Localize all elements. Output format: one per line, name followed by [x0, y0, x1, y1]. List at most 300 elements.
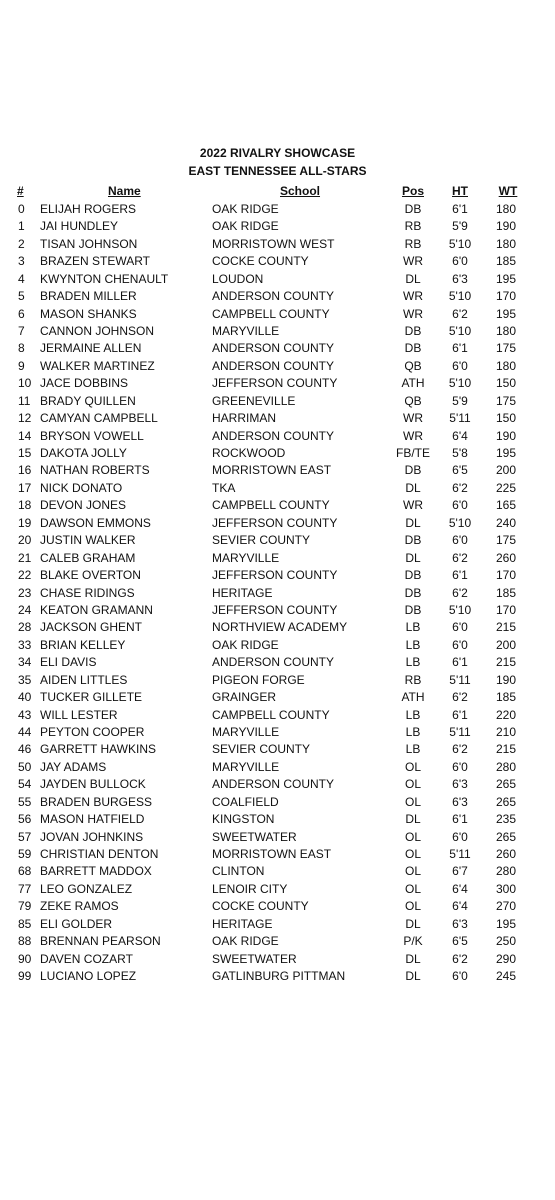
- player-weight: 250: [495, 934, 517, 949]
- player-number: 20: [18, 533, 32, 548]
- player-number: 99: [18, 968, 32, 983]
- table-row: [0, 602, 555, 619]
- player-number: 55: [18, 794, 32, 809]
- player-number: 88: [18, 934, 32, 949]
- player-name: TUCKER GILLETE: [40, 690, 143, 704]
- player-position: DL: [405, 968, 421, 983]
- player-height: 6'1: [452, 202, 468, 216]
- player-position: QB: [404, 358, 422, 373]
- player-position: LB: [405, 637, 421, 652]
- player-school: JEFFERSON COUNTY: [212, 515, 338, 530]
- table-row: [0, 428, 555, 445]
- player-number: 43: [18, 707, 32, 722]
- player-weight: 200: [495, 463, 517, 478]
- player-position: WR: [403, 306, 423, 321]
- player-school: GRAINGER: [212, 690, 277, 704]
- player-position: OL: [404, 864, 421, 879]
- player-school: SWEETWATER: [212, 829, 297, 844]
- player-position: OL: [404, 881, 421, 896]
- player-height: 5'11: [449, 846, 471, 861]
- player-school: MARYVILLE: [212, 550, 280, 565]
- player-height: 5'11: [449, 672, 471, 687]
- header-height: HT: [452, 184, 468, 198]
- player-height: 6'2: [452, 480, 468, 495]
- table-row: [0, 218, 555, 235]
- player-position: DB: [404, 463, 422, 478]
- player-height: 6'3: [452, 271, 468, 286]
- player-name: CHRISTIAN DENTON: [40, 846, 159, 861]
- player-school: ROCKWOOD: [212, 446, 286, 460]
- player-weight: 225: [495, 480, 517, 495]
- player-position: P/K: [403, 934, 423, 949]
- player-weight: 260: [495, 550, 517, 565]
- player-number: 12: [18, 411, 32, 426]
- player-name: BARRETT MADDOX: [40, 864, 152, 879]
- player-school: LENOIR CITY: [212, 881, 288, 896]
- player-number: 54: [18, 777, 32, 792]
- player-name: DAKOTA JOLLY: [40, 446, 127, 460]
- player-school: CAMPBELL COUNTY: [212, 498, 330, 513]
- player-number: 5: [18, 289, 25, 304]
- player-position: DB: [404, 341, 422, 356]
- player-school: GREENEVILLE: [212, 393, 296, 408]
- player-position: QB: [404, 393, 422, 408]
- player-school: GATLINBURG PITTMAN: [212, 968, 346, 983]
- player-height: 6'0: [452, 759, 468, 774]
- player-position: DL: [405, 550, 421, 565]
- player-number: 0: [18, 202, 25, 216]
- player-position: LB: [405, 742, 421, 757]
- player-school: SEVIER COUNTY: [212, 533, 311, 548]
- player-name: DAWSON EMMONS: [40, 515, 151, 530]
- player-name: GARRETT HAWKINS: [40, 742, 157, 757]
- table-row: [0, 480, 555, 497]
- player-number: 33: [18, 637, 32, 652]
- player-school: MORRISTOWN EAST: [212, 463, 332, 478]
- player-school: PIGEON FORGE: [212, 672, 305, 687]
- document-title: 2022 RIVALRY SHOWCASE: [199, 146, 356, 160]
- player-school: HARRIMAN: [212, 411, 277, 426]
- player-name: WILL LESTER: [40, 707, 118, 722]
- table-row: [0, 462, 555, 479]
- player-school: ANDERSON COUNTY: [212, 341, 335, 356]
- player-height: 6'4: [452, 428, 468, 443]
- player-name: DEVON JONES: [40, 498, 127, 513]
- player-height: 5'11: [449, 411, 471, 426]
- player-position: DL: [405, 812, 421, 826]
- player-weight: 215: [495, 620, 517, 635]
- player-weight: 240: [495, 515, 517, 530]
- player-school: JEFFERSON COUNTY: [212, 568, 338, 582]
- player-number: 50: [18, 759, 32, 774]
- table-row: [0, 637, 555, 654]
- player-position: WR: [403, 254, 423, 269]
- player-height: 5'10: [448, 289, 472, 304]
- player-weight: 265: [495, 829, 517, 844]
- player-position: ATH: [401, 690, 425, 704]
- player-school: OAK RIDGE: [212, 219, 279, 234]
- player-name: JOVAN JOHNKINS: [40, 829, 144, 844]
- table-row: [0, 898, 555, 915]
- table-row: [0, 236, 555, 253]
- player-weight: 195: [495, 446, 517, 460]
- player-number: 15: [18, 446, 32, 460]
- table-row: [0, 585, 555, 602]
- player-weight: 165: [495, 498, 517, 513]
- table-row: [0, 672, 555, 689]
- player-height: 5'10: [448, 236, 472, 251]
- player-weight: 150: [495, 411, 517, 426]
- player-height: 6'3: [452, 777, 468, 792]
- player-position: DB: [404, 568, 422, 582]
- player-weight: 180: [495, 324, 517, 338]
- table-row: [0, 881, 555, 898]
- table-row: [0, 759, 555, 776]
- table-row: [0, 271, 555, 288]
- player-number: 24: [18, 602, 32, 617]
- table-row: [0, 619, 555, 636]
- player-number: 7: [18, 324, 25, 338]
- table-row: [0, 741, 555, 758]
- player-weight: 170: [495, 568, 517, 582]
- player-position: WR: [403, 498, 423, 513]
- player-school: CLINTON: [212, 864, 265, 879]
- player-position: OL: [404, 899, 421, 914]
- player-name: JAY ADAMS: [40, 759, 107, 774]
- table-row: [0, 829, 555, 846]
- player-height: 6'2: [452, 742, 468, 757]
- player-school: SWEETWATER: [212, 951, 297, 966]
- player-number: 18: [18, 498, 32, 513]
- player-weight: 245: [495, 968, 517, 983]
- player-height: 6'0: [452, 533, 468, 548]
- header-weight: WT: [498, 184, 518, 198]
- table-row: [0, 951, 555, 968]
- player-weight: 185: [495, 690, 517, 704]
- player-position: DL: [405, 271, 421, 286]
- player-school: ANDERSON COUNTY: [212, 358, 335, 373]
- table-row: [0, 689, 555, 706]
- player-position: RB: [404, 219, 422, 234]
- player-height: 5'8: [452, 446, 468, 460]
- player-height: 6'7: [452, 864, 468, 879]
- player-school: JEFFERSON COUNTY: [212, 602, 338, 617]
- table-row: [0, 567, 555, 584]
- player-weight: 190: [495, 219, 517, 234]
- player-name: BRADY QUILLEN: [40, 393, 136, 408]
- player-height: 6'1: [452, 707, 468, 722]
- player-height: 6'3: [452, 916, 468, 931]
- player-name: TISAN JOHNSON: [40, 236, 138, 251]
- player-school: ANDERSON COUNTY: [212, 655, 335, 670]
- table-row: [0, 916, 555, 933]
- player-school: JEFFERSON COUNTY: [212, 376, 338, 391]
- player-number: 40: [18, 690, 32, 704]
- player-height: 6'4: [452, 881, 468, 896]
- player-school: MORRISTOWN WEST: [212, 236, 335, 251]
- player-height: 6'1: [452, 655, 468, 670]
- player-number: 77: [18, 881, 32, 896]
- player-weight: 200: [495, 637, 517, 652]
- player-name: NICK DONATO: [40, 480, 123, 495]
- player-number: 22: [18, 568, 32, 582]
- player-name: LUCIANO LOPEZ: [40, 968, 137, 983]
- player-name: JAI HUNDLEY: [40, 219, 119, 234]
- player-name: ELI GOLDER: [40, 916, 113, 931]
- player-name: BRIAN KELLEY: [40, 637, 126, 652]
- table-row: [0, 933, 555, 950]
- player-number: 10: [18, 376, 32, 391]
- player-height: 6'0: [452, 829, 468, 844]
- player-position: DB: [404, 602, 422, 617]
- table-row: [0, 288, 555, 305]
- header-name: Name: [108, 184, 141, 198]
- player-school: COALFIELD: [212, 794, 279, 809]
- player-name: BRADEN MILLER: [40, 289, 137, 304]
- player-name: JUSTIN WALKER: [40, 533, 136, 548]
- player-number: 46: [18, 742, 32, 757]
- player-position: RB: [404, 236, 422, 251]
- player-position: ATH: [401, 376, 425, 391]
- player-number: 34: [18, 655, 32, 670]
- table-row: [0, 201, 555, 218]
- player-name: CANNON JOHNSON: [40, 324, 155, 338]
- header-number: #: [17, 184, 24, 198]
- player-name: ELI DAVIS: [40, 655, 97, 670]
- player-number: 6: [18, 306, 25, 321]
- player-weight: 175: [495, 393, 517, 408]
- player-number: 4: [18, 271, 25, 286]
- player-position: DB: [404, 585, 422, 600]
- player-name: MASON SHANKS: [40, 306, 137, 321]
- player-name: JERMAINE ALLEN: [40, 341, 142, 356]
- table-row: [0, 253, 555, 270]
- player-school: ANDERSON COUNTY: [212, 289, 335, 304]
- player-height: 5'9: [452, 393, 468, 408]
- player-weight: 170: [495, 289, 517, 304]
- player-position: FB/TE: [395, 446, 430, 460]
- player-number: 90: [18, 951, 32, 966]
- player-school: MARYVILLE: [212, 324, 280, 338]
- player-number: 16: [18, 463, 32, 478]
- player-name: PEYTON COOPER: [40, 724, 145, 739]
- player-height: 6'1: [452, 341, 468, 356]
- player-weight: 185: [495, 254, 517, 269]
- player-height: 6'1: [452, 812, 468, 826]
- player-weight: 180: [495, 358, 517, 373]
- player-name: BRENNAN PEARSON: [40, 934, 161, 949]
- player-weight: 180: [495, 236, 517, 251]
- player-height: 6'1: [452, 568, 468, 582]
- player-position: OL: [404, 794, 421, 809]
- table-row: [0, 863, 555, 880]
- player-school: COCKE COUNTY: [212, 254, 309, 269]
- player-weight: 170: [495, 602, 517, 617]
- player-weight: 290: [495, 951, 517, 966]
- player-position: LB: [405, 707, 421, 722]
- table-row: [0, 846, 555, 863]
- table-row: [0, 550, 555, 567]
- player-school: NORTHVIEW ACADEMY: [212, 620, 348, 635]
- player-height: 5'10: [448, 376, 472, 391]
- player-weight: 190: [495, 428, 517, 443]
- player-position: WR: [403, 428, 423, 443]
- table-row: [0, 393, 555, 410]
- table-row: [0, 776, 555, 793]
- player-weight: 260: [495, 846, 517, 861]
- player-position: LB: [405, 724, 421, 739]
- player-weight: 190: [495, 672, 517, 687]
- player-weight: 265: [495, 777, 517, 792]
- player-number: 23: [18, 585, 32, 600]
- player-height: 6'3: [452, 794, 468, 809]
- player-name: KEATON GRAMANN: [40, 602, 153, 617]
- player-position: WR: [403, 289, 423, 304]
- player-number: 35: [18, 672, 32, 687]
- player-weight: 265: [495, 794, 517, 809]
- player-position: DL: [405, 515, 421, 530]
- player-position: LB: [405, 620, 421, 635]
- player-school: ANDERSON COUNTY: [212, 777, 335, 792]
- player-weight: 185: [495, 585, 517, 600]
- player-school: MARYVILLE: [212, 724, 280, 739]
- player-school: OAK RIDGE: [212, 637, 279, 652]
- player-name: AIDEN LITTLES: [40, 672, 128, 687]
- player-weight: 195: [495, 916, 517, 931]
- player-name: BLAKE OVERTON: [40, 568, 141, 582]
- player-number: 59: [18, 846, 32, 861]
- table-row: [0, 724, 555, 741]
- player-height: 6'4: [452, 899, 468, 914]
- player-name: JAYDEN BULLOCK: [40, 777, 146, 792]
- player-weight: 195: [495, 306, 517, 321]
- table-row: [0, 306, 555, 323]
- player-weight: 150: [495, 376, 517, 391]
- player-school: OAK RIDGE: [212, 934, 279, 949]
- player-number: 3: [18, 254, 25, 269]
- player-name: ELIJAH ROGERS: [40, 202, 137, 216]
- player-position: DB: [404, 324, 422, 338]
- player-height: 6'2: [452, 585, 468, 600]
- player-number: 68: [18, 864, 32, 879]
- player-school: TKA: [212, 480, 236, 495]
- player-position: RB: [404, 672, 422, 687]
- player-number: 17: [18, 480, 32, 495]
- player-school: COCKE COUNTY: [212, 899, 309, 914]
- player-weight: 220: [495, 707, 517, 722]
- player-number: 21: [18, 550, 32, 565]
- player-name: BRYSON VOWELL: [40, 428, 144, 443]
- player-position: LB: [405, 655, 421, 670]
- player-height: 6'0: [452, 358, 468, 373]
- table-row: [0, 375, 555, 392]
- table-row: [0, 811, 555, 828]
- table-row: [0, 340, 555, 357]
- table-row: [0, 323, 555, 340]
- player-position: DL: [405, 951, 421, 966]
- document-subtitle: EAST TENNESSEE ALL-STARS: [188, 164, 367, 178]
- player-number: 2: [18, 236, 25, 251]
- player-position: OL: [404, 777, 421, 792]
- player-position: DL: [405, 916, 421, 931]
- player-weight: 235: [495, 812, 517, 826]
- player-school: KINGSTON: [212, 812, 275, 826]
- table-row: [0, 497, 555, 514]
- player-position: OL: [404, 846, 421, 861]
- player-name: WALKER MARTINEZ: [40, 358, 155, 373]
- player-height: 5'10: [448, 602, 472, 617]
- player-position: WR: [403, 411, 423, 426]
- player-name: NATHAN ROBERTS: [40, 463, 150, 478]
- player-height: 6'0: [452, 968, 468, 983]
- player-name: LEO GONZALEZ: [40, 881, 133, 896]
- player-name: CHASE RIDINGS: [40, 585, 135, 600]
- player-school: OAK RIDGE: [212, 202, 279, 216]
- player-height: 5'10: [448, 515, 472, 530]
- player-height: 6'5: [452, 463, 468, 478]
- player-school: HERITAGE: [212, 916, 273, 931]
- player-school: LOUDON: [212, 271, 264, 286]
- player-position: OL: [404, 759, 421, 774]
- player-weight: 300: [495, 881, 517, 896]
- player-position: DB: [404, 202, 422, 216]
- player-weight: 180: [495, 202, 517, 216]
- header-position: Pos: [401, 184, 424, 198]
- player-school: SEVIER COUNTY: [212, 742, 311, 757]
- player-height: 6'2: [452, 951, 468, 966]
- header-school: School: [280, 184, 321, 198]
- player-number: 57: [18, 829, 32, 844]
- player-position: OL: [404, 829, 421, 844]
- player-weight: 280: [495, 759, 517, 774]
- player-height: 6'2: [452, 550, 468, 565]
- player-height: 6'2: [452, 306, 468, 321]
- table-row: [0, 707, 555, 724]
- player-height: 6'0: [452, 498, 468, 513]
- player-height: 6'0: [452, 620, 468, 635]
- player-height: 5'11: [449, 724, 471, 739]
- player-school: CAMPBELL COUNTY: [212, 707, 330, 722]
- player-height: 5'9: [452, 219, 468, 234]
- player-name: MASON HATFIELD: [40, 812, 145, 826]
- player-name: BRAZEN STEWART: [40, 254, 151, 269]
- player-number: 79: [18, 899, 32, 914]
- player-number: 11: [18, 393, 31, 408]
- player-height: 6'2: [452, 690, 468, 704]
- table-row: [0, 532, 555, 549]
- player-height: 6'0: [452, 254, 468, 269]
- player-number: 19: [18, 515, 32, 530]
- player-school: CAMPBELL COUNTY: [212, 306, 330, 321]
- player-name: DAVEN COZART: [40, 951, 133, 966]
- player-name: JACKSON GHENT: [40, 620, 143, 635]
- player-number: 9: [18, 358, 25, 373]
- player-height: 6'0: [452, 637, 468, 652]
- player-weight: 195: [495, 271, 517, 286]
- player-number: 56: [18, 812, 32, 826]
- roster-header-row: [0, 183, 555, 200]
- table-row: [0, 445, 555, 462]
- player-weight: 270: [495, 899, 517, 914]
- player-number: 1: [18, 219, 25, 234]
- player-weight: 215: [495, 655, 517, 670]
- table-row: [0, 410, 555, 427]
- player-position: DB: [404, 533, 422, 548]
- player-position: DL: [405, 480, 421, 495]
- player-school: ANDERSON COUNTY: [212, 428, 335, 443]
- player-weight: 175: [495, 533, 517, 548]
- player-number: 8: [18, 341, 25, 356]
